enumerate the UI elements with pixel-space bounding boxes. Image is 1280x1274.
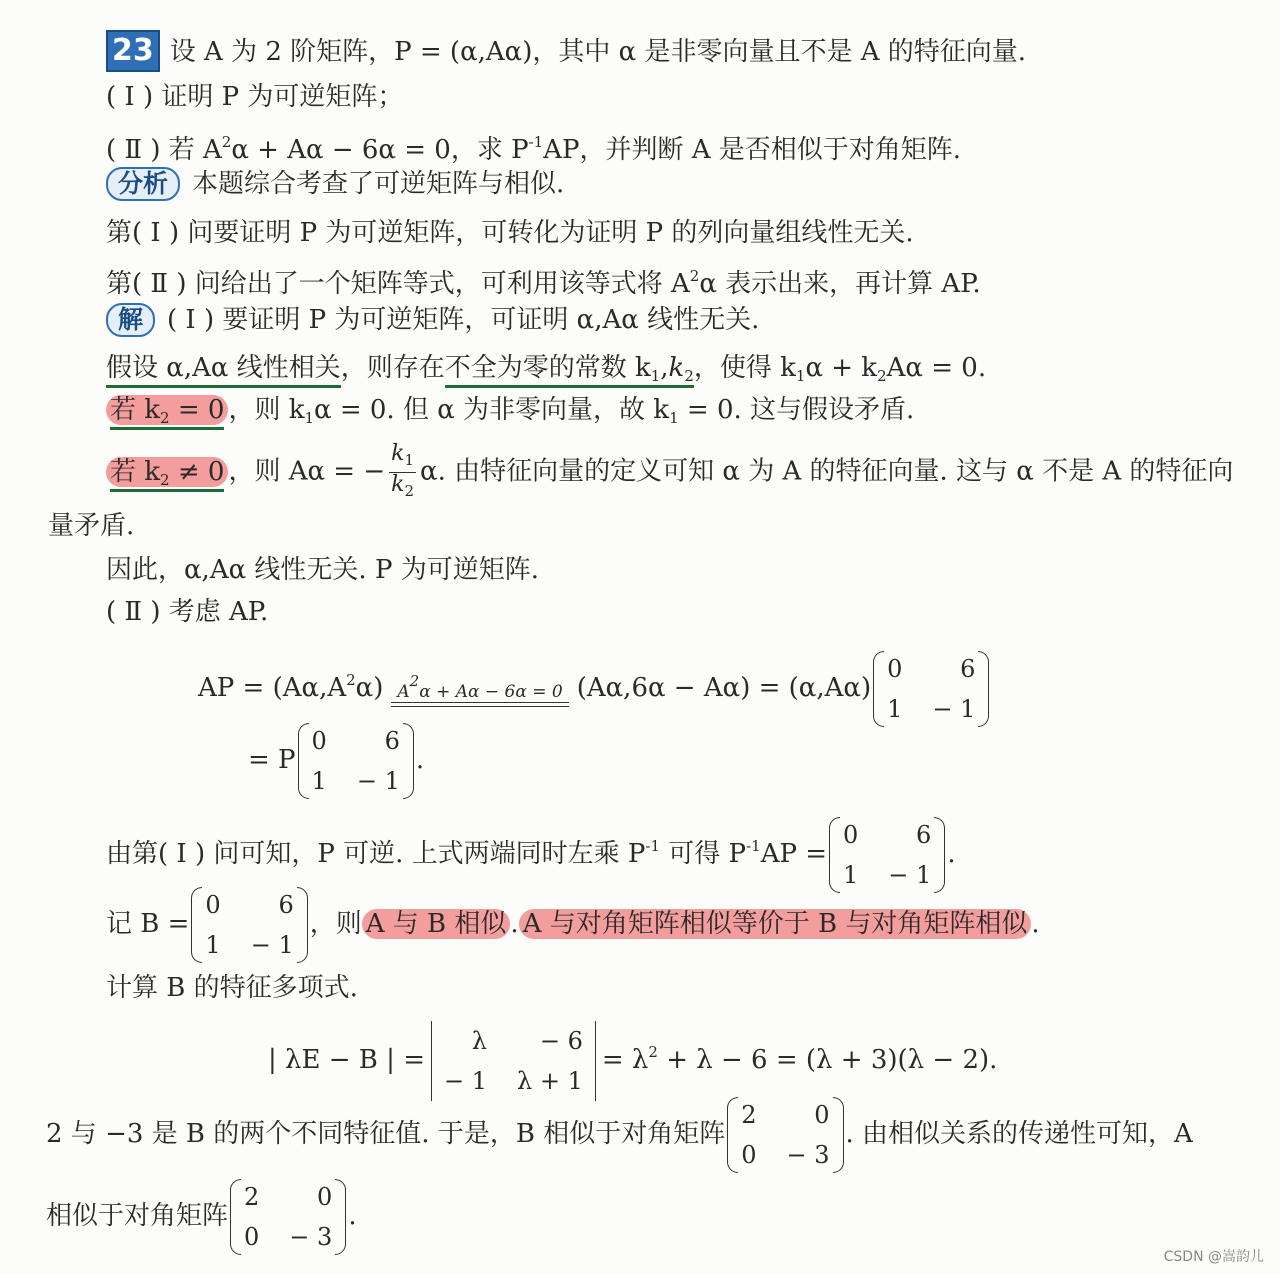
matrix-0-6-1-m1: 0 6 1 − 1 bbox=[829, 815, 945, 895]
analysis-intro: 分析 本题综合考查了可逆矩阵与相似. bbox=[106, 164, 564, 204]
problem-text: 设 A 为 2 阶矩阵，P = (α,Aα)，其中 α 是非零向量且不是 A 的特征向量. bbox=[169, 37, 1027, 67]
analysis-tag: 分析 bbox=[106, 167, 180, 201]
highlight-a-similar-b: A 与 B 相似 bbox=[362, 909, 511, 939]
solution-final: 相似于对角矩阵 2 0 0 − 3 . bbox=[46, 1176, 357, 1257]
solution-case-k2-zero: 若 $k_2 = 0$ ，则 $k_1\alpha = 0$. 但 α 为非零向量，故 $k_1 = 0$. 这与假设矛盾. bbox=[106, 390, 914, 438]
highlight-k2-zero: 若 $k_2 = 0$ bbox=[106, 395, 228, 425]
determinant: λ − 6 − 1 λ + 1 bbox=[431, 1021, 596, 1101]
solution-define-b: 记 B = 0 6 1 − 1 ，则 A 与 B 相似 . A 与对角矩阵相似等价于 B 与对角矩阵相似 . bbox=[106, 884, 1040, 965]
underline-assumption: 假设 α,Aα 线性相关 bbox=[106, 353, 341, 388]
solution-case-k2-nonzero: 若 $k_2 \ne 0$ ，则 Aα = − $\frac{k_1}{k_2}$ α. 由特征向量的定义可知 α 为 A 的特征向量. 这与 α 不是 A 的特征向 bbox=[106, 442, 1233, 508]
equation-ap: AP = $(A\alpha,A^2\alpha)$ $A^2\alpha + A\alpha - 6\alpha = 0$ (Aα,6α − Aα) = (α,Aα) 0 6 1 − 1 bbox=[198, 640, 991, 729]
solution-tag: 解 bbox=[106, 303, 155, 337]
solution-conclusion-1: 因此，α,Aα 线性无关. P 为可逆矩阵. bbox=[106, 555, 539, 585]
problem-part2: ( Ⅱ ) 若 $A^2\alpha + A\alpha - 6\alpha = 0$，求 $P^{-1}AP$，并判断 A 是否相似于对角矩阵. bbox=[106, 133, 962, 165]
matrix-0-6-1-m1: 0 6 1 − 1 bbox=[873, 649, 989, 729]
highlight-equivalence: A 与对角矩阵相似等价于 B 与对角矩阵相似 bbox=[519, 909, 1032, 939]
matrix-b: 0 6 1 − 1 bbox=[191, 885, 307, 965]
solution-char-poly-intro: 计算 B 的特征多项式. bbox=[106, 973, 358, 1003]
matrix-diag: 2 0 0 − 3 bbox=[727, 1095, 843, 1175]
equals-given-condition: $A^2\alpha + A\alpha - 6\alpha = 0$ bbox=[391, 671, 568, 707]
csdn-watermark: CSDN @嵩韵儿 bbox=[1163, 1249, 1264, 1265]
equation-char-poly: | λE − B | = λ − 6 − 1 λ + 1 = $\lambda^2 + \lambda - 6 = (\lambda + 3)(\lambda - 2)$. bbox=[268, 1010, 997, 1102]
analysis-line-1: 第( Ⅰ ) 问要证明 P 为可逆矩阵，可转化为证明 P 的列向量组线性无关. bbox=[106, 218, 914, 248]
solution-assumption: 假设 α,Aα 线性相关，则存在不全为零的常数 $k_1,k_2$，使得 $k_1\alpha + k_2A\alpha = 0$. bbox=[106, 348, 986, 396]
equation-p-matrix: = P 0 6 1 − 1 . bbox=[248, 720, 424, 801]
fraction-k1-over-k2: $\frac{k_1}{k_2}$ bbox=[391, 441, 415, 500]
analysis-line-2: 第( Ⅱ ) 问给出了一个矩阵等式，可利用该等式将 $A^2\alpha$ 表示出来，再计算 AP. bbox=[106, 267, 981, 299]
solution-part2-start: ( Ⅱ ) 考虑 AP. bbox=[106, 597, 269, 627]
highlight-k2-nonzero: 若 $k_2 \ne 0$ bbox=[106, 457, 228, 487]
matrix-0-6-1-m1: 0 6 1 − 1 bbox=[298, 721, 414, 801]
problem-part1: ( Ⅰ ) 证明 P 为可逆矩阵； bbox=[106, 82, 404, 112]
problem-statement bbox=[106, 30, 1026, 72]
solution-line-1: 解 ( Ⅰ ) 要证明 P 为可逆矩阵，可证明 α,Aα 线性无关. bbox=[106, 300, 759, 340]
matrix-diag: 2 0 0 − 3 bbox=[230, 1177, 346, 1257]
solution-case-continuation: 量矛盾. bbox=[48, 511, 135, 541]
problem-number-badge: 23 bbox=[106, 30, 160, 72]
underline-constants: 不全为零的常数 $k_1,k_2$ bbox=[445, 353, 694, 388]
solution-eigenvalues: 2 与 −3 是 B 的两个不同特征值. 于是，B 相似于对角矩阵 2 0 0 − 3 . 由相似关系的传递性可知，A bbox=[46, 1094, 1193, 1175]
solution-inverse: 由第( Ⅰ ) 问可知，P 可逆. 上式两端同时左乘 $P^{-1}$ 可得 $P^{-1}AP$ = 0 6 1 − 1 . bbox=[106, 806, 956, 895]
